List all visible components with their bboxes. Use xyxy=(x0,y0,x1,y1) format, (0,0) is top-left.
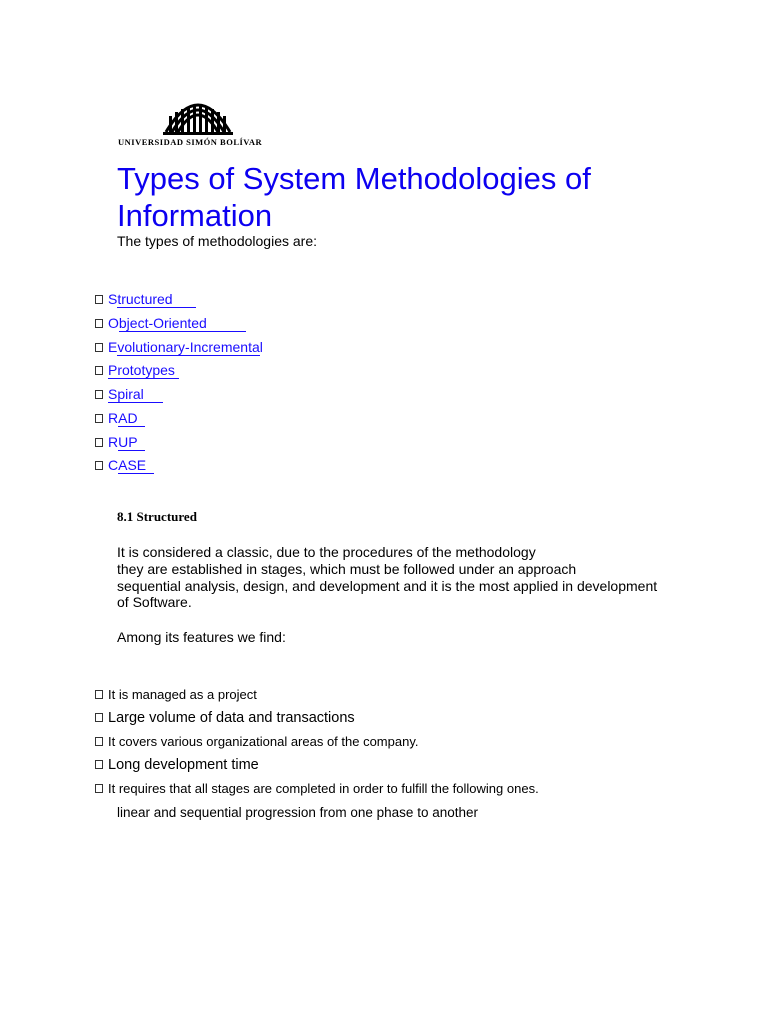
university-name: UNIVERSIDAD SIMÓN BOLÍVAR xyxy=(118,137,263,147)
methodology-link[interactable]: RUP xyxy=(108,434,146,450)
feature-text: Long development time xyxy=(108,757,259,773)
features-intro: Among its features we find: xyxy=(117,629,286,645)
feature-text: It is managed as a project xyxy=(108,687,257,702)
feature-item xyxy=(95,781,539,796)
bullet-box-icon xyxy=(95,414,103,423)
methodology-item xyxy=(95,457,154,473)
methodology-link[interactable]: RAD xyxy=(108,410,146,426)
bullet-box-icon xyxy=(95,784,103,793)
paragraph-line: of Software. xyxy=(117,594,192,611)
feature-item xyxy=(95,687,257,702)
paragraph-line: It is considered a classic, due to the procedures of the methodology xyxy=(117,544,536,560)
paragraph-line: sequential analysis, design, and development and it is the most applied in development xyxy=(117,577,658,594)
methodology-link[interactable]: Structured xyxy=(108,291,196,307)
bullet-box-icon xyxy=(95,713,103,722)
bullet-box-icon xyxy=(95,319,103,328)
feature-text: It covers various organizational areas of the company. xyxy=(108,734,419,749)
methodology-item xyxy=(95,410,145,426)
bullet-box-icon xyxy=(95,438,103,447)
methodology-item xyxy=(95,386,163,402)
bullet-box-icon xyxy=(95,461,103,470)
bullet-box-icon xyxy=(95,760,103,769)
methodology-link[interactable]: Spiral xyxy=(108,386,164,402)
methodology-item xyxy=(95,362,179,378)
trailing-line: linear and sequential progression from one phase to another xyxy=(117,805,478,820)
methodology-item xyxy=(95,315,246,331)
bullet-box-icon xyxy=(95,295,103,304)
intro-text: The types of methodologies are: xyxy=(117,233,318,249)
section-heading: 8.1 Structured xyxy=(117,509,197,524)
bullet-box-icon xyxy=(95,390,103,399)
feature-text: Large volume of data and transactions xyxy=(108,710,355,726)
bullet-box-icon xyxy=(95,343,103,352)
feature-item xyxy=(95,734,418,749)
methodology-link[interactable]: Prototypes xyxy=(108,362,179,378)
methodology-item xyxy=(95,291,196,307)
methodology-item xyxy=(95,434,145,450)
structured-paragraph xyxy=(117,544,707,611)
feature-item xyxy=(95,757,259,773)
methodology-link[interactable]: Object-Oriented xyxy=(108,315,246,331)
page-title: Types of System Methodologies of Information xyxy=(117,161,591,233)
feature-item xyxy=(95,710,355,726)
methodology-link[interactable]: CASE xyxy=(108,457,154,473)
methodology-link[interactable]: Evolutionary-Incremental xyxy=(108,339,263,355)
paragraph-line: they are established in stages, which must be followed under an approach xyxy=(117,560,577,577)
bullet-box-icon xyxy=(95,690,103,699)
methodology-item xyxy=(95,339,263,355)
bullet-box-icon xyxy=(95,366,103,375)
bullet-box-icon xyxy=(95,737,103,746)
university-logo-emblem xyxy=(163,92,233,136)
feature-text: It requires that all stages are completed in order to fulfill the following ones. xyxy=(108,781,539,796)
